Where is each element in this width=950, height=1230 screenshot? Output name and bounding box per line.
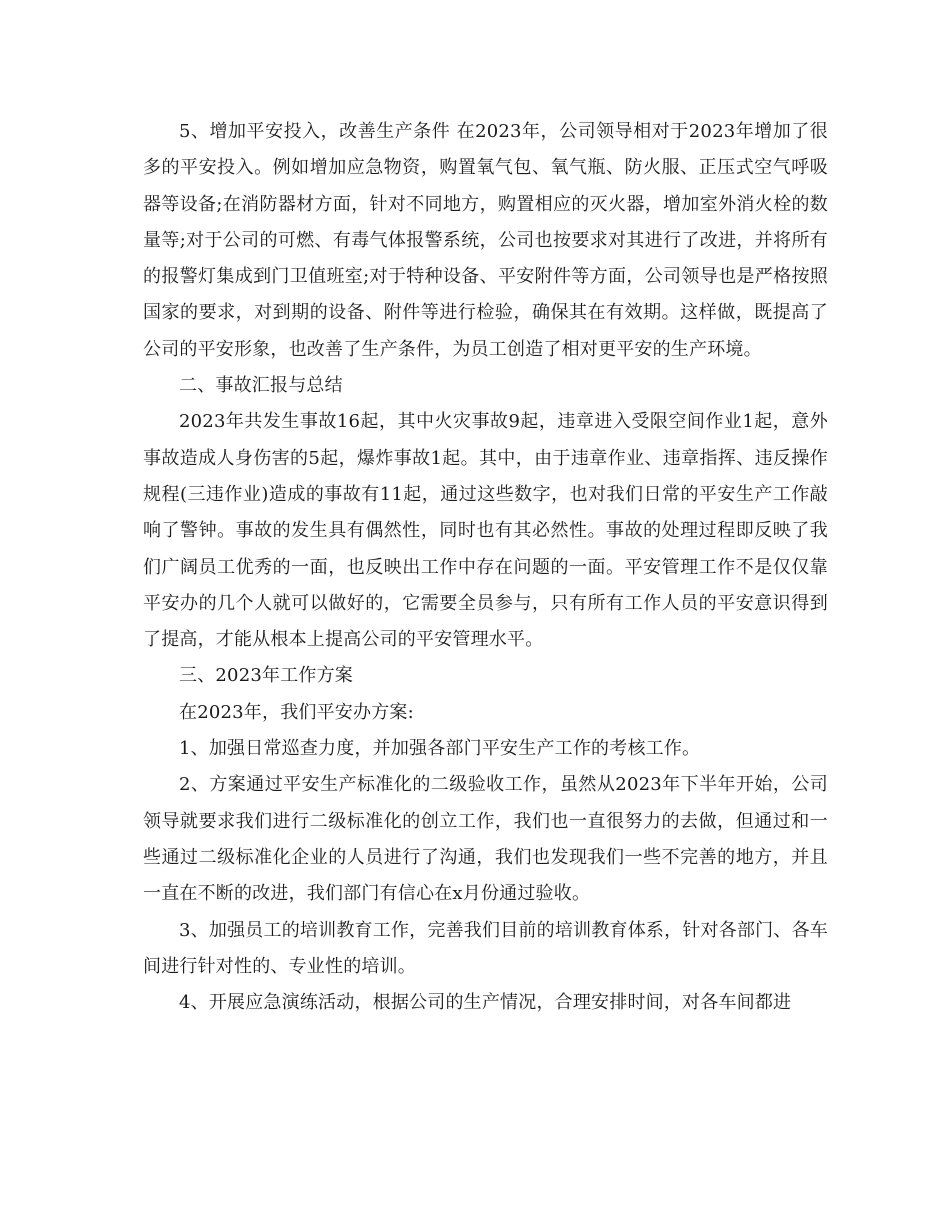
paragraph-plan-item-1: 1、加强日常巡查力度，并加强各部门平安生产工作的考核工作。 [179,738,701,760]
paragraph-accident-summary: 2023年共发生事故16起，其中火灾事故9起，违章进入受限空间作业1起，意外事故造成人身伤害的5起，爆炸事故1起。其中，由于违章作业、违章指挥、违反操作规程(三违作业)造成的事故有11起，通过这些数字，也对我们日常的平安生产工作敲响了警钟。事故的发生具有偶然性，同时也有其必然性。事故的处理过程即反映了我们广阔员工优秀的一面，也反映出工作中存在问题的一面。平安管理工作不是仅仅靠平安办的几个人就可以做好的，它需要全员参与，只有所有工作人员的平安意识得到了提高，才能从根本上提高公司的平安管理水平。 [143,411,828,651]
document-page [143,114,828,1021]
paragraph-plan-item-3: 3、加强员工的培训教育工作，完善我们目前的培训教育体系，针对各部门、各车间进行针对性的、专业性的培训。 [143,919,828,977]
paragraph-plan-intro: 在2023年，我们平安办方案: [179,701,414,723]
paragraph-plan-item-2: 2、方案通过平安生产标准化的二级验收工作，虽然从2023年下半年开始，公司领导就要求我们进行二级标准化的创立工作，我们也一直很努力的去做，但通过和一些通过二级标准化企业的人员进行了沟通，我们也发现我们一些不完善的地方，并且一直在不断的改进，我们部门有信心在x月份通过验收。 [143,774,828,905]
paragraph-safety-investment: 5、增加平安投入，改善生产条件 在2023年，公司领导相对于2023年增加了很多的平安投入。例如增加应急物资，购置氧气包、氧气瓶、防火服、正压式空气呼吸器等设备;在消防器材方面，针对不同地方，购置相应的灭火器，增加室外消火栓的数量等;对于公司的可燃、有毒气体报警系统，公司也按要求对其进行了改进，并将所有的报警灯集成到门卫值班室;对于特种设备、平安附件等方面，公司领导也是严格按照国家的要求，对到期的设备、附件等进行检验，确保其在有效期。这样做，既提高了公司的平安形象，也改善了生产条件，为员工创造了相对更平安的生产环境。 [143,121,828,360]
section-heading-accident-report: 二、事故汇报与总结 [179,375,343,397]
paragraph-plan-item-4: 4、开展应急演练活动，根据公司的生产情况，合理安排时间，对各车间都进 [179,992,792,1014]
section-heading-work-plan: 三、2023年工作方案 [179,665,354,687]
